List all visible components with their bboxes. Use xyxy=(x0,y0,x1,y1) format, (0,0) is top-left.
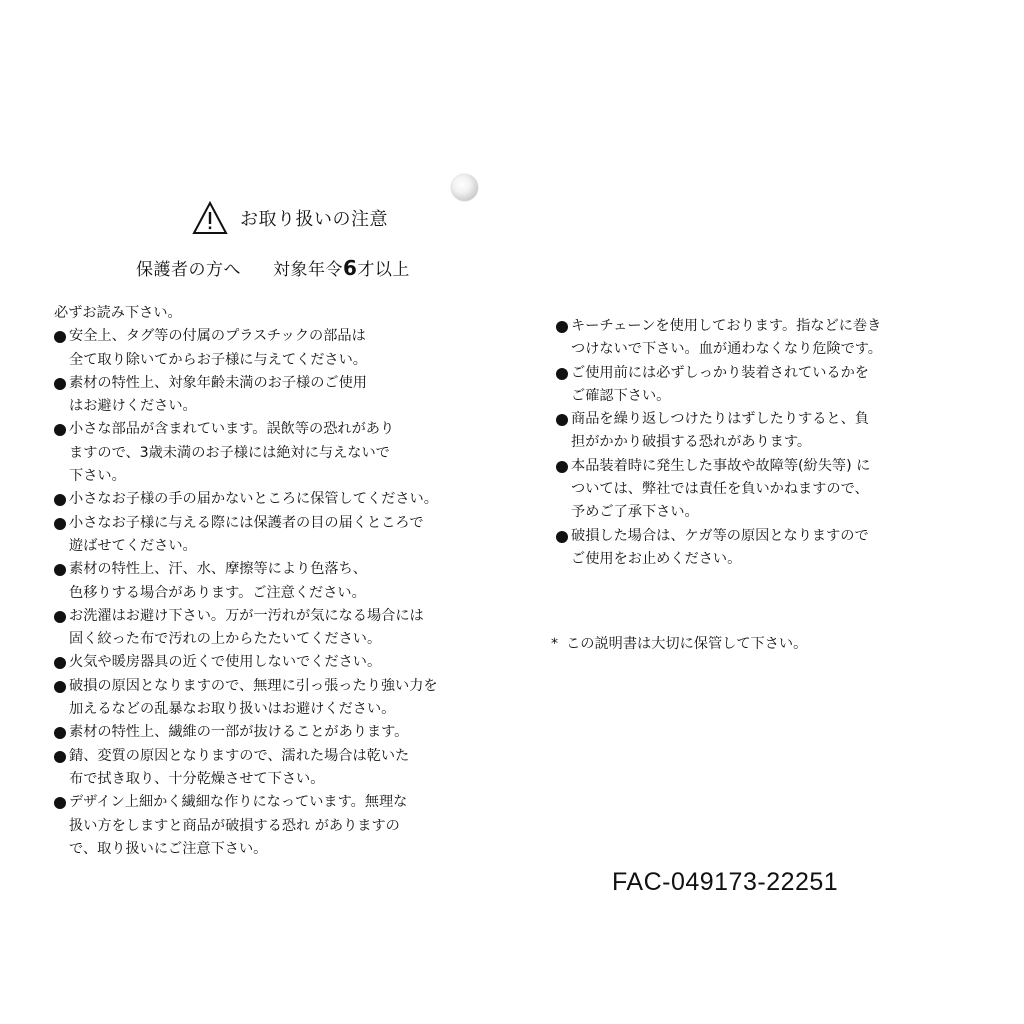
caution-item xyxy=(556,455,882,525)
caution-line: 本品装着時に発生した事故や故障等(紛失等) に xyxy=(571,457,871,474)
bullet-icon xyxy=(54,797,66,809)
caution-item xyxy=(54,791,438,861)
caution-line: 担がかかり破損する恐れがあります。 xyxy=(571,434,812,451)
bullet-icon xyxy=(54,564,66,576)
caution-item xyxy=(54,512,438,559)
caution-line: 破損した場合は、ケガ等の原因となりますので xyxy=(571,527,869,544)
age-suffix: 才以上 xyxy=(357,260,410,280)
caution-line: つけないで下さい。血が通わなくなり危険です。 xyxy=(571,341,882,358)
bullet-icon xyxy=(54,727,66,739)
bullet-icon xyxy=(54,378,66,390)
caution-line: はお避けください。 xyxy=(69,398,197,415)
caution-item xyxy=(54,651,438,674)
caution-line: ご使用をお止めください。 xyxy=(571,550,742,567)
bullet-icon xyxy=(54,518,66,530)
caution-line: 火気や暖房器具の近くで使用しないでください。 xyxy=(69,654,382,671)
caution-line: 予めご了承下さい。 xyxy=(571,504,699,521)
bullet-icon xyxy=(54,657,66,669)
bullet-icon xyxy=(556,321,568,333)
bullet-icon xyxy=(54,611,66,623)
caution-line: ご使用前には必ずしっかり装着されているかを xyxy=(571,364,869,381)
caution-line: 小さな部品が含まれています。誤飲等の恐れがあり xyxy=(69,421,395,438)
caution-item xyxy=(54,325,438,372)
audience-label: 保護者の方へ xyxy=(136,260,241,280)
caution-line: 加えるなどの乱暴なお取り扱いはお避けください。 xyxy=(69,701,396,718)
caution-item xyxy=(54,721,438,744)
caution-line: 布で拭き取り、十分乾燥させて下さい。 xyxy=(69,770,325,787)
bullet-icon xyxy=(556,461,568,473)
bullet-icon xyxy=(54,751,66,763)
page-title: お取り扱いの注意 xyxy=(240,209,388,230)
hang-hole xyxy=(451,174,478,201)
caution-line: 全て取り除いてからお子様に与えてください。 xyxy=(69,351,367,368)
note-text: この説明書は大切に保管して下さい。 xyxy=(566,636,808,652)
right-caution-list xyxy=(556,315,882,571)
bullet-icon xyxy=(54,681,66,693)
caution-line: ご確認下さい。 xyxy=(571,387,671,404)
caution-item xyxy=(556,408,882,455)
caution-item xyxy=(556,525,882,572)
caution-line: お洗濯はお避け下さい。万が一汚れが気になる場合には xyxy=(69,607,424,624)
caution-line: 破損の原因となりますので、無理に引っ張ったり強い力を xyxy=(69,677,438,694)
caution-line: ついては、弊社では責任を負いかねますので、 xyxy=(571,481,869,498)
caution-line: ますので、3歳未満のお子様には絶対に与えないで xyxy=(69,444,390,461)
warning-icon xyxy=(192,201,228,235)
bullet-icon xyxy=(556,531,568,543)
caution-line: キーチェーンを使用しております。指などに巻き xyxy=(571,318,882,334)
caution-line: で、取り扱いにご注意下さい。 xyxy=(69,840,268,857)
caution-item xyxy=(54,675,438,722)
caution-line: 遊ばせてください。 xyxy=(69,537,197,554)
caution-line: デザイン上細かく繊細な作りになっています。無理な xyxy=(69,794,408,811)
asterisk-mark: * xyxy=(551,636,559,652)
caution-line: 小さなお子様に与える際には保護者の目の届くところで xyxy=(69,514,424,531)
caution-line: 素材の特性上、繊維の一部が抜けることがあります。 xyxy=(69,724,409,741)
caution-line: 小さなお子様の手の届かないところに保管してください。 xyxy=(69,491,438,508)
caution-line: 素材の特性上、対象年齢未満のお子様のご使用 xyxy=(69,374,367,391)
caution-line: 商品を繰り返しつけたりはずしたりすると、負 xyxy=(571,411,869,428)
caution-item xyxy=(54,488,438,511)
bullet-icon xyxy=(54,424,66,436)
caution-line: 安全上、タグ等の付属のプラスチックの部品は xyxy=(69,328,366,345)
caution-heading xyxy=(192,198,432,238)
bullet-icon xyxy=(54,494,66,506)
age-prefix: 対象年令 xyxy=(273,260,343,280)
keep-manual-note xyxy=(551,633,807,653)
bullet-icon xyxy=(556,414,568,426)
caution-line: 固く絞った布で汚れの上からたたいてください。 xyxy=(69,631,382,648)
caution-line: 錆、変質の原因となりますので、濡れた場合は乾いた xyxy=(69,747,410,764)
caution-item xyxy=(556,315,882,362)
bullet-icon xyxy=(54,331,66,343)
caution-item xyxy=(54,558,438,605)
caution-line: 素材の特性上、汗、水、摩擦等により色落ち、 xyxy=(69,561,367,578)
caution-item xyxy=(54,418,438,488)
bullet-icon xyxy=(556,368,568,380)
caution-item xyxy=(54,372,438,419)
age-target-line xyxy=(136,255,410,280)
caution-item xyxy=(54,605,438,652)
caution-item xyxy=(556,362,882,409)
caution-line: 扱い方をしますと商品が破損する恐れ がありますの xyxy=(69,817,400,834)
product-code: FAC-049173-22251 xyxy=(612,868,839,896)
left-caution-list xyxy=(54,302,438,861)
caution-line: 色移りする場合があります。ご注意ください。 xyxy=(69,584,366,601)
caution-item xyxy=(54,745,438,792)
read-intro: 必ずお読み下さい。 xyxy=(54,305,182,321)
caution-line: 下さい。 xyxy=(69,468,126,485)
age-number: 6 xyxy=(343,256,358,280)
